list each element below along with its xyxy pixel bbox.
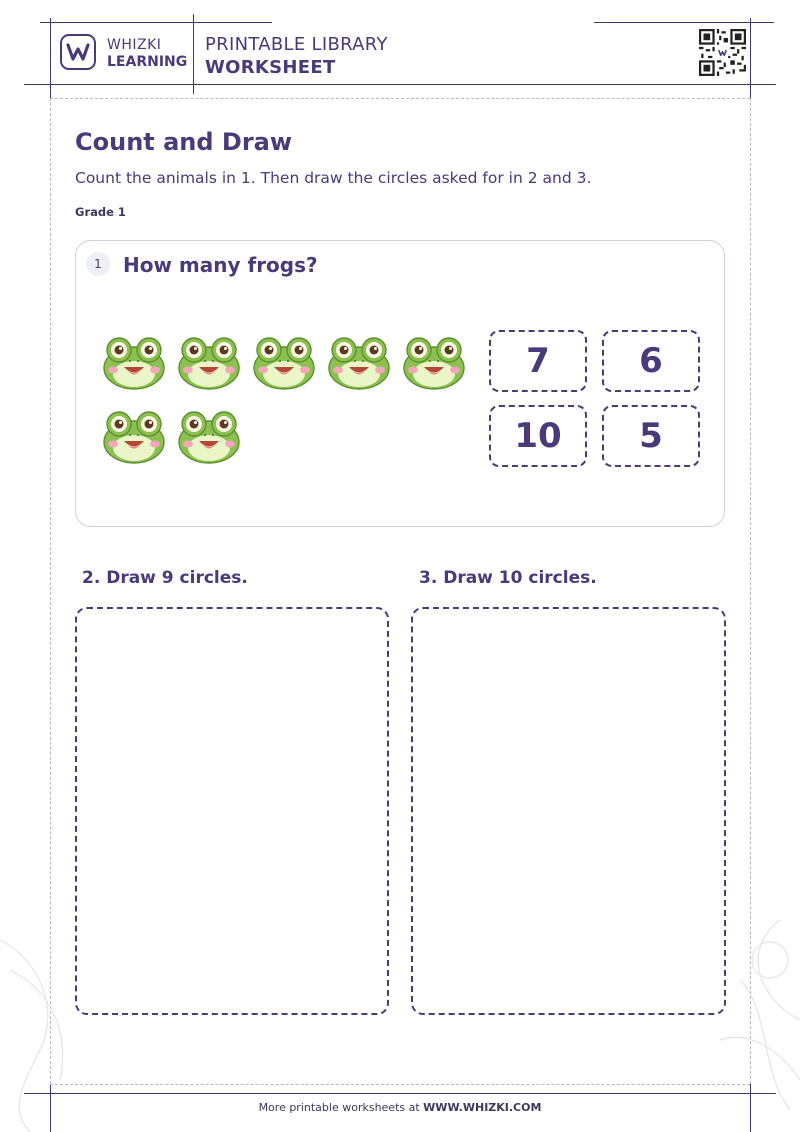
question-2-drawing-area[interactable] (75, 607, 389, 1015)
w-logo-icon (66, 42, 90, 62)
question-2-label: 2. Draw 9 circles. (82, 568, 248, 588)
answer-option-2[interactable]: 6 (602, 330, 700, 392)
frog-face-icon (252, 334, 316, 390)
frog-face-icon (102, 408, 166, 464)
frog-face-icon (402, 334, 466, 390)
frog-face-icon (102, 334, 166, 390)
question-3-label: 3. Draw 10 circles. (419, 568, 597, 588)
frog-face-icon (177, 334, 241, 390)
answer-option-1[interactable]: 7 (489, 330, 587, 392)
worksheet-instructions: Count the animals in 1. Then draw the circles asked for in 2 and 3. (75, 169, 592, 187)
answer-option-4[interactable]: 5 (602, 405, 700, 467)
header-title-line2: WORKSHEET (205, 57, 336, 78)
frog-face-icon (177, 408, 241, 464)
whizki-logo (60, 34, 96, 70)
answer-option-3[interactable]: 10 (489, 405, 587, 467)
question-3-drawing-area[interactable] (411, 607, 726, 1015)
footer-text: More printable worksheets at (258, 1101, 424, 1114)
footer-site-link[interactable]: WWW.WHIZKI.COM (423, 1101, 542, 1114)
brand-name-line2: LEARNING (107, 54, 188, 70)
grade-label: Grade 1 (75, 205, 126, 219)
question-1-text: How many frogs? (123, 253, 318, 277)
frog-face-icon (327, 334, 391, 390)
worksheet-title: Count and Draw (75, 128, 293, 156)
brand-name-line1: WHIZKI (107, 37, 162, 53)
question-1-number: 1 (86, 252, 110, 276)
footer (0, 1101, 800, 1114)
qr-code-icon[interactable] (699, 29, 746, 76)
header-title-line1: PRINTABLE LIBRARY (205, 34, 388, 55)
